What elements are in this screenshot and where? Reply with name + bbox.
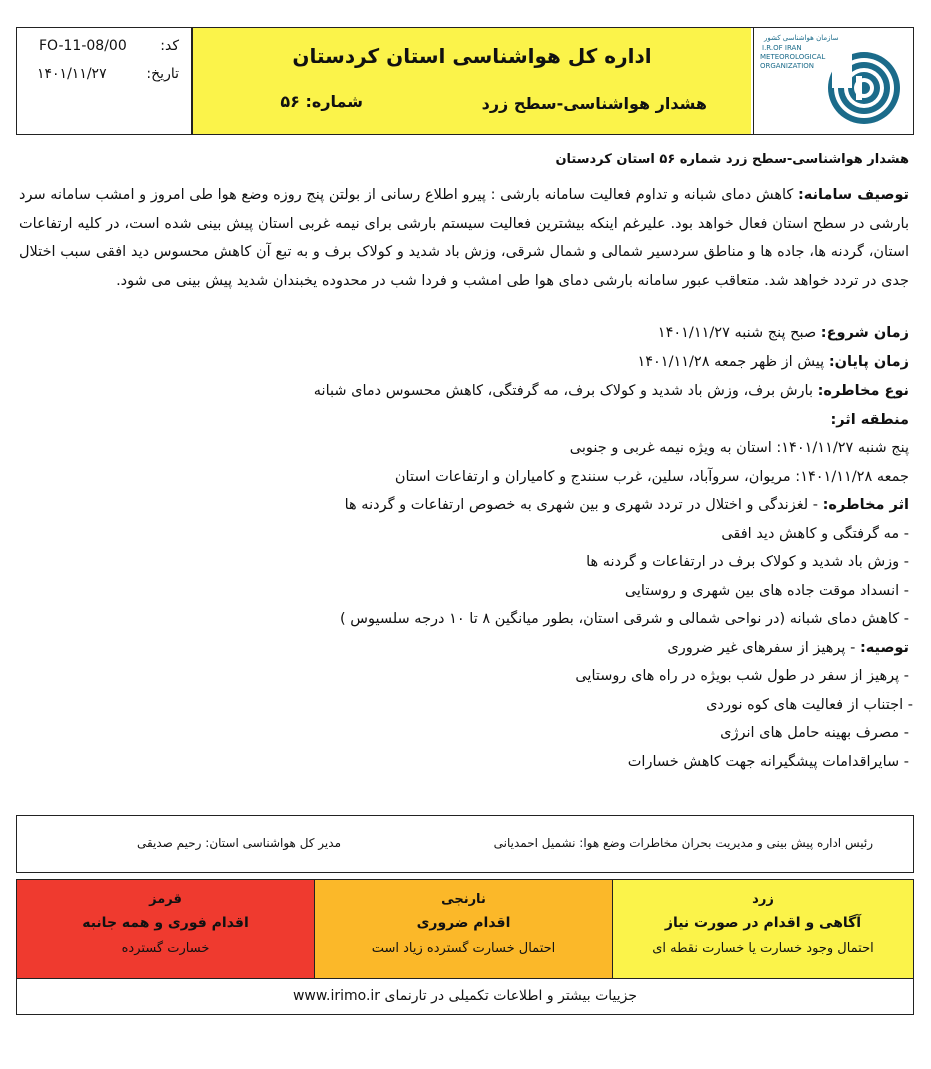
system-label: توصیف سامانه:: [797, 187, 909, 203]
advice-label: توصیه:: [859, 640, 909, 656]
level-yellow-name: زرد: [752, 892, 774, 907]
warning-levels-table: [16, 879, 914, 1015]
spiral-logo-icon: [814, 36, 908, 130]
advice-item: - اجتناب از فعالیت های کوه نوردی: [706, 697, 913, 713]
end-time: [637, 354, 909, 370]
system-text: کاهش دمای شبانه و تداوم فعالیت سامانه بارشی : پیرو اطلاع رسانی از بولتن پنج روزه وضع هوا طی امروز و امشب سامانه سرد بارشی در سطح استان فعال خواهد بود. علیرغم اینکه بیشترین فعالیت سیستم بارشی برای نیمه غربی استان پیش بینی شده است، در کلیه ارتفاعات استان، گردنه ها، جاده ها و مناطق سردسیر شمالی و شمال شرقی، وزش باد شدید و کولاک برف و به تبع آن کاهش محسوس دید افقی سبب اختلال جدی در تردد خواهد شد. متعاقب عبور سامانه بارشی دمای هوا طی امشب و فردا شب در محدوده یخبندان شدید پیش بینی می شود.: [19, 187, 909, 289]
area-line-2: جمعه ۱۴۰۱/۱۱/۲۸: مریوان، سروآباد، سلین، غرب سنندج و کامیاران و ارتفاعات استان: [394, 469, 909, 485]
header-title-box: [193, 28, 751, 134]
level-red-action: اقدام فوری و همه جانبه: [82, 915, 249, 931]
effects-first: - لغزندگی و اختلال در تردد شهری و بین شهری به خصوص ارتفاعات و گردنه ها: [344, 497, 823, 513]
effects-item: - وزش باد شدید و کولاک برف در ارتفاعات و گردنه ها: [586, 554, 909, 570]
advice-item: - مصرف بهینه حامل های انرژی: [720, 725, 909, 741]
level-red-desc: خسارت گسترده: [121, 941, 210, 956]
level-yellow-action: آگاهی و اقدام در صورت نیاز: [664, 915, 862, 931]
document-title: هشدار هواشناسی-سطح زرد شماره ۵۶ استان کردستان: [555, 152, 909, 167]
code-label: کد:: [160, 38, 179, 54]
effects-item: - انسداد موقت جاده های بین شهری و روستایی: [624, 583, 909, 599]
end-label: زمان پایان:: [828, 354, 909, 370]
start-label: زمان شروع:: [820, 325, 909, 341]
advice-first: - پرهیز از سفرهای غیر ضروری: [667, 640, 860, 656]
logo-text-fa: سازمان هواشناسی کشور: [764, 34, 839, 42]
level-yellow-desc: احتمال وجود خسارت یا خسارت نقطه ای: [652, 941, 874, 956]
advice-item: - سایراقدامات پیشگیرانه جهت کاهش خسارات: [627, 754, 909, 770]
organization-logo: [753, 28, 913, 134]
logo-text-2: METEOROLOGICAL: [760, 53, 826, 61]
start-value: صبح پنج شنبه ۱۴۰۱/۱۱/۲۷: [657, 325, 821, 341]
document-header: [16, 27, 914, 135]
system-description: [19, 181, 909, 295]
hazard-label: نوع مخاطره:: [817, 383, 909, 399]
level-red: [17, 880, 315, 978]
logo-text-3: ORGANIZATION: [760, 62, 815, 70]
level-orange-desc: احتمال خسارت گسترده زیاد است: [371, 941, 556, 956]
signature-box: [16, 815, 914, 873]
area-label: منطقه اثر:: [830, 412, 909, 428]
start-time: [658, 325, 909, 341]
crisis-manager-signature: رئیس اداره پیش بینی و مدیریت بحران مخاطرات وضع هوا: نشمیل احمدیانی: [493, 836, 873, 850]
level-orange-action: اقدام ضروری: [416, 915, 511, 931]
level-red-name: قرمز: [149, 892, 182, 907]
level-yellow: [613, 880, 913, 978]
warning-number: شماره: ۵۶: [280, 92, 363, 111]
date-label: تاریخ:: [146, 66, 179, 82]
director-signature: مدیر کل هواشناسی استان: رحیم صدیقی: [136, 836, 341, 850]
code-value: FO-11-08/00: [39, 38, 127, 54]
code-date-box: [17, 28, 191, 134]
advice-item: - پرهیز از سفر در طول شب بویژه در راه های روستایی: [575, 668, 909, 684]
website-link[interactable]: جزییات بیشتر و اطلاعات تکمیلی در تارنمای www.irimo.ir: [292, 988, 638, 1004]
advice-heading: [667, 640, 909, 656]
effects-heading: [345, 497, 909, 513]
warning-level-title: هشدار هواشناسی-سطح زرد: [481, 94, 707, 113]
effects-label: اثر مخاطره:: [822, 497, 909, 513]
level-orange-name: نارنجی: [441, 892, 486, 907]
legend-divider: [17, 978, 913, 979]
end-value: پیش از ظهر جمعه ۱۴۰۱/۱۱/۲۸: [637, 354, 829, 370]
hazard-type: [314, 383, 909, 399]
level-orange: [315, 880, 613, 978]
effects-item: - مه گرفتگی و کاهش دید افقی: [721, 526, 909, 542]
area-line-1: پنج شنبه ۱۴۰۱/۱۱/۲۷: استان به ویژه نیمه غربی و جنوبی: [569, 440, 909, 456]
effects-item: - کاهش دمای شبانه (در نواحی شمالی و شرقی استان، بطور میانگین ۸ تا ۱۰ درجه سلسیوس ): [339, 611, 909, 627]
hazard-value: بارش برف، وزش باد شدید و کولاک برف، مه گرفتگی، کاهش محسوس دمای شبانه: [313, 383, 818, 399]
date-value: ۱۴۰۱/۱۱/۲۷: [37, 66, 107, 82]
logo-text-1: I.R.OF IRAN: [762, 44, 802, 52]
area-heading: [830, 412, 909, 428]
page-title: اداره کل هواشناسی استان کردستان: [292, 44, 652, 68]
